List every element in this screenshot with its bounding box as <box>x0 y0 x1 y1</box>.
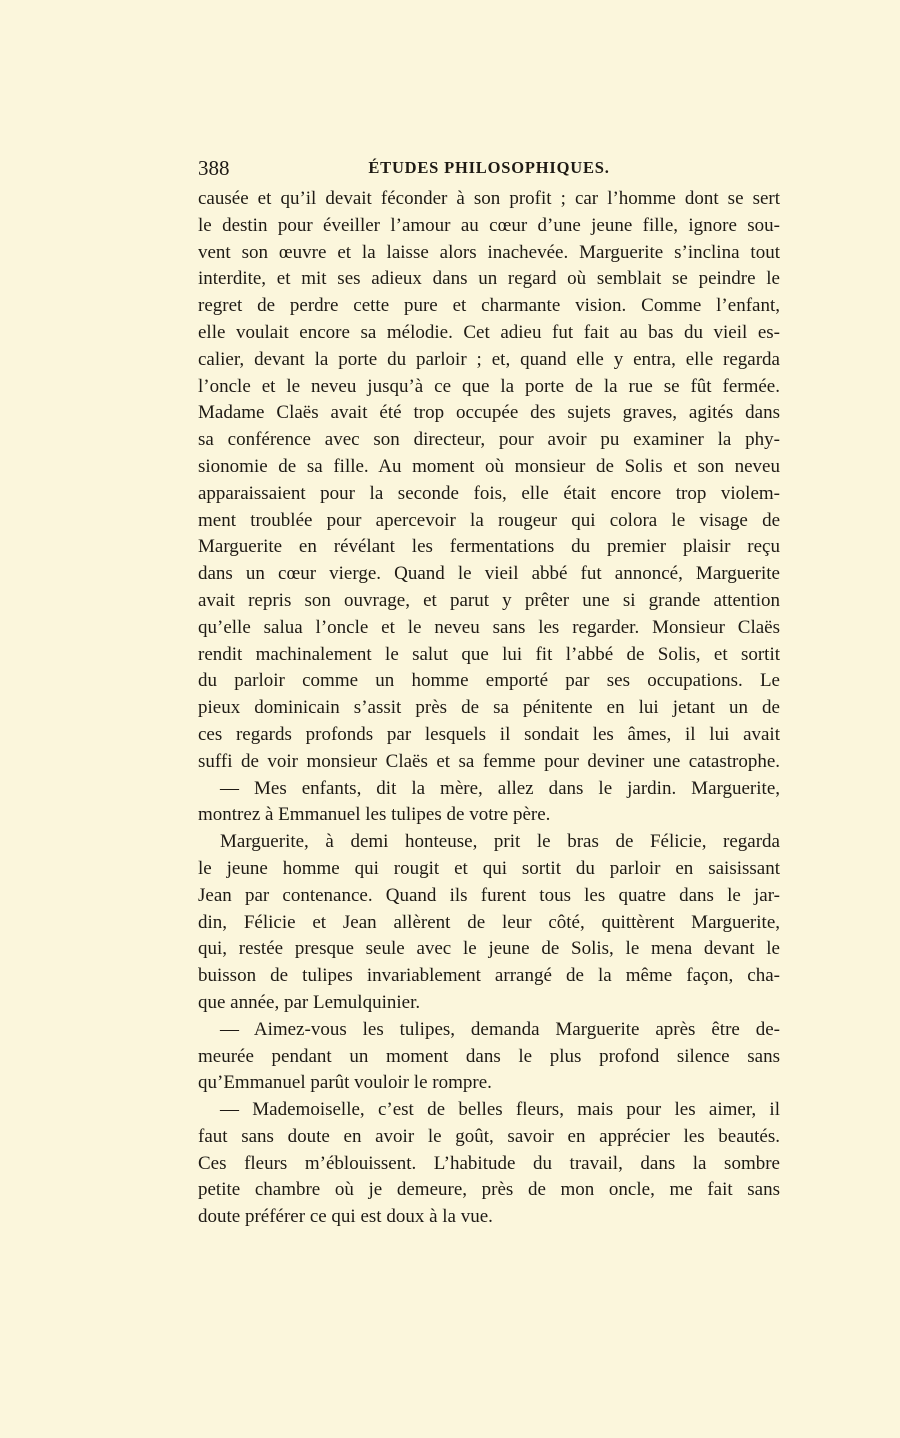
text-line: rendit machinalement le salut que lui fit l’abbé de Solis, et sortit <box>198 643 780 665</box>
text-line: elle voulait encore sa mélodie. Cet adieu fut fait au bas du vieil es- <box>198 321 780 343</box>
text-line: pieux dominicain s’assit près de sa pénitente en lui jetant un de <box>198 697 780 719</box>
text-line: du parloir comme un homme emporté par ses occupations. Le <box>198 670 780 692</box>
text-line: Madame Claës avait été trop occupée des sujets graves, agités dans <box>198 402 780 424</box>
body-text <box>198 186 780 1231</box>
text-line: ces regards profonds par lesquels il sondait les âmes, il lui avait <box>198 723 780 745</box>
text-line: qu’Emmanuel parût vouloir le rompre. <box>198 1072 492 1094</box>
text-line: meurée pendant un moment dans le plus profond silence sans <box>198 1045 780 1067</box>
text-line: causée et qu’il devait féconder à son profit ; car l’homme dont se sert <box>198 188 780 209</box>
running-title: ÉTUDES PHILOSOPHIQUES. <box>368 158 610 177</box>
text-line: Marguerite, à demi honteuse, prit le bras de Félicie, regarda <box>220 831 780 853</box>
text-line: avait repris son ouvrage, et parut y prêter une si grande attention <box>198 589 780 611</box>
text-line: petite chambre où je demeure, près de mon oncle, me fait sans <box>198 1179 780 1201</box>
text-line: din, Félicie et Jean allèrent de leur côté, quittèrent Marguerite, <box>198 911 780 933</box>
text-line: doute préférer ce qui est doux à la vue. <box>198 1206 493 1228</box>
text-line: faut sans doute en avoir le goût, savoir en apprécier les beautés. <box>198 1125 780 1147</box>
text-line: qu’elle salua l’oncle et le neveu sans les regarder. Monsieur Claës <box>198 616 780 638</box>
text-line: sa conférence avec son directeur, pour avoir pu examiner la phy- <box>198 429 780 451</box>
text-line: calier, devant la porte du parloir ; et, quand elle y entra, elle regarda <box>198 348 780 370</box>
text-line: dans un cœur vierge. Quand le vieil abbé fut annoncé, Marguerite <box>198 563 780 585</box>
text-line: suffi de voir monsieur Claës et sa femme pour deviner une catastrophe. <box>198 750 780 772</box>
text-line: que année, par Lemulquinier. <box>198 991 421 1013</box>
text-line: apparaissaient pour la seconde fois, elle était encore trop violem- <box>198 482 780 504</box>
text-line: regret de perdre cette pure et charmante vision. Comme l’enfant, <box>198 295 780 317</box>
text-line: — Mes enfants, dit la mère, allez dans le jardin. Marguerite, <box>220 777 780 799</box>
text-line: — Mademoiselle, c’est de belles fleurs, mais pour les aimer, il <box>220 1099 780 1121</box>
text-line: Jean par contenance. Quand ils furent tous les quatre dans le jar- <box>198 884 780 906</box>
text-line: l’oncle et le neveu jusqu’à ce que la porte de la rue se fût fermée. <box>198 375 780 397</box>
text-line: interdite, et mit ses adieux dans un regard où semblait se peindre le <box>198 268 780 290</box>
text-line: Marguerite en révélant les fermentations du premier plaisir reçu <box>198 536 780 558</box>
text-line: buisson de tulipes invariablement arrangé de la même façon, cha- <box>198 965 780 987</box>
page-number: 388 <box>198 156 230 180</box>
text-line: le jeune homme qui rougit et qui sortit du parloir en saisissant <box>198 857 780 879</box>
text-line: vent son œuvre et la laisse alors inachevée. Marguerite s’inclina tout <box>198 241 780 263</box>
text-line: Ces fleurs m’éblouissent. L’habitude du travail, dans la sombre <box>198 1152 780 1174</box>
text-line: ment troublée pour apercevoir la rougeur qui colora le visage de <box>198 509 780 531</box>
page-header <box>198 156 780 184</box>
text-line: le destin pour éveiller l’amour au cœur d’une jeune fille, ignore sou- <box>198 214 780 236</box>
text-line: — Aimez-vous les tulipes, demanda Marguerite après être de- <box>220 1018 780 1040</box>
text-line: qui, restée presque seule avec le jeune de Solis, le mena devant le <box>198 938 780 960</box>
text-line: sionomie de sa fille. Au moment où monsieur de Solis et son neveu <box>198 455 780 477</box>
text-line: montrez à Emmanuel les tulipes de votre père. <box>198 804 551 826</box>
